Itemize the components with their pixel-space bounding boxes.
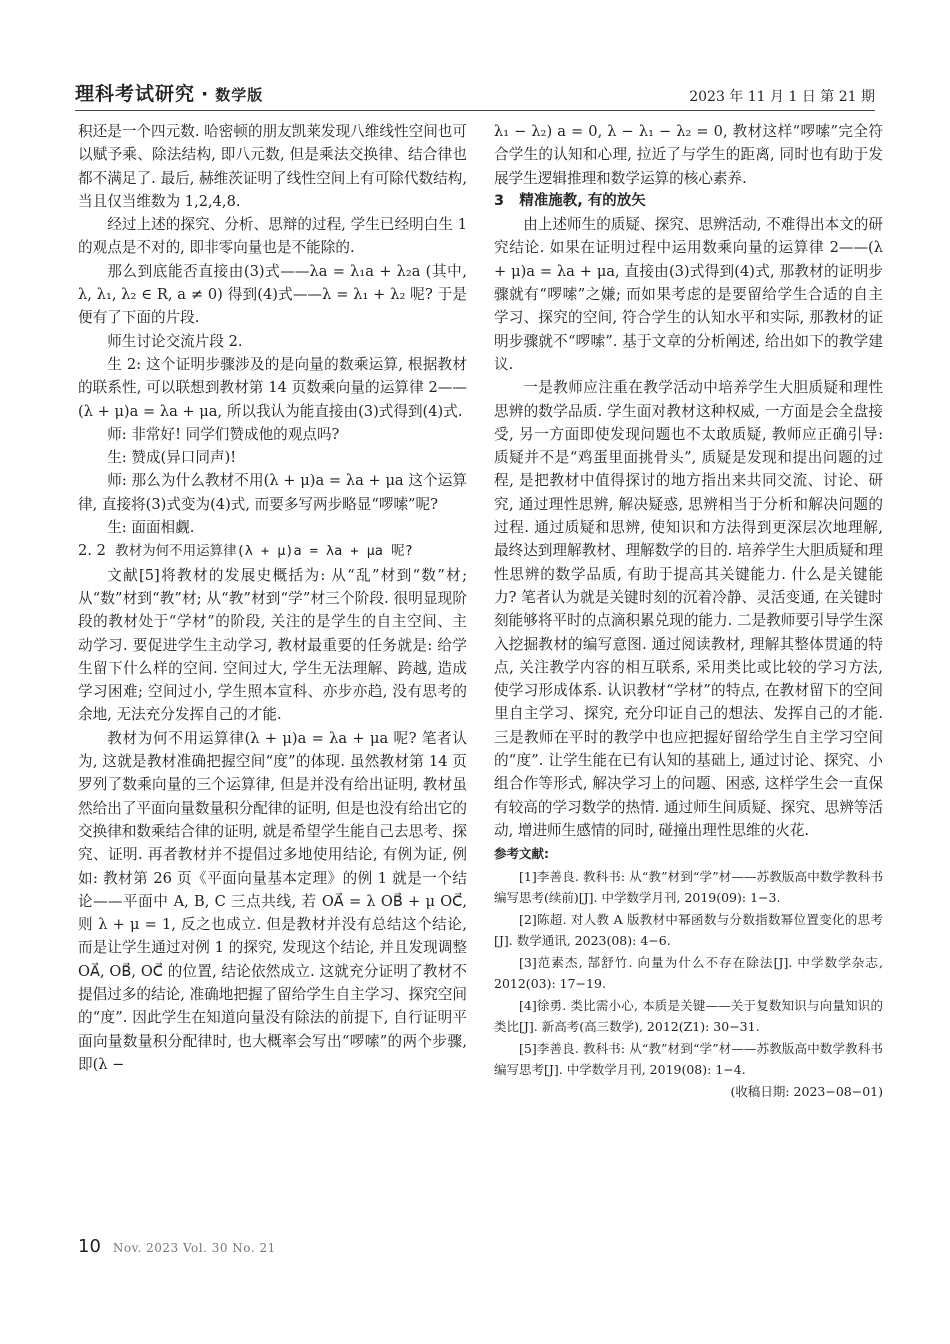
journal-title: 理科考试研究 [75,83,196,105]
journal-edition: 数学版 [215,86,264,104]
paragraph: 教材为何不用运算律(λ + μ)a = λa + μa 呢? 笔者认为, 这就是教材准确把握空间“度”的体现. 虽然教材第 14 页罗列了数乘向量的三个运算律, 但是并没有给出证明, 教材虽然给出了平面向量数量积分配律的证明, 但是也没有给出它的交换律和数乘结合律的证明, 就是希望学生能自己去思考、探究、证明. 再者教材并不提倡过多地使用结论, 有例为证, 例如: 教材第 26 页《平面向量基本定理》的例 1 就是一个结论——平面中 A, B, C 三点共线, 若 OA⃗ = λ OB⃗ + μ OC⃗, 则 λ + μ = 1, 反之也成立. 但是教材并没有总结这个结论, 而是让学生通过对例 1 的探究, 发现这个结论, 并且发现调整 OA⃗, OB⃗, OC⃗ 的位置, 结论依然成立. 这就充分证明了教材不提倡过多的结论, 准确地把握了留给学生自主学习、探究空间的“度”. 因此学生在知道向量没有除法的前提下, 自行证明平面向量数量积分配律时, 也大概率会写出“啰嗦”的两个步骤, 即(λ − [78,729,467,1073]
header-divider [75,110,875,111]
reference-item: [3]范素杰, 郜舒竹. 向量为什么不存在除法[J]. 中学数学杂志, 2012(03): 17−19. [494,954,883,991]
journal-name [75,79,263,106]
references-title: 参考文献: [494,846,549,862]
page-footer [78,1236,276,1257]
paragraph: 一是教师应注重在教学活动中培养学生大胆质疑和理性思辨的数学品质. 学生面对教材这种权威, 一方面是会全盘接受, 另一方面即使发现问题也不太敢质疑, 教师应正确引导: 质疑并不是“鸡蛋里面挑骨头”, 质疑是发现和提出问题的过程, 是把教材中值得探讨的地方指出来共同交流、讨论、研究, 通过理性思辨, 解决疑惑, 思辨相当于分析和解决问题的过程. 通过质疑和思辨, 使知识和方法得到更深层次地理解, 最终达到理解教材、理解数学的目的. 培养学生大胆质疑和理性思辨的数学品质, 有助于提高其关键能力. 什么是关键能力? 笔者认为就是关键时刻的沉着冷静、灵活变通, 在关键时刻能够将平时的点滴积累兑现的能力. 二是教师要引导学生深入挖掘教材的编写意图. 通过阅读教材, 理解其整体贯通的特点, 关注教学内容的相互联系, 采用类比或比较的学习方法, 使学习形成体系. 认识教材“学材”的特点, 在教材留下的空间里自主学习、探究, 充分印证自己的想法、发挥自己的才能. 三是教师在平时的教学中也应把握好留给学生自主学习空间的“度”. 让学生能在已有认知的基础上, 通过讨论、探究、小组合作等形式, 解决学习上的问题、困惑, 这样学生会一直保有较高的学习数学的热情. 通过师生间质疑、探究、思辨等活动, 增进师生感情的同时, 碰撞出理性思维的火花. [494,379,883,839]
reference-item: [5]李善良. 教科书: 从“教”材到“学”材——苏教版高中数学教科书编写思考[J]. 中学数学月刊, 2019(08): 1−4. [494,1040,883,1077]
paragraph: λ₁ − λ₂) a = 0, λ − λ₁ − λ₂ = 0, 教材这样“啰嗦”完全符合学生的认知和心理, 拉近了与学生的距离, 同时也有助于发展学生逻辑推理和数学运算的核心素养. [494,123,883,187]
paragraph: 由上述师生的质疑、探究、思辨活动, 不难得出本文的研究结论. 如果在证明过程中运用数乘向量的运算律 2——(λ + μ)a = λa + μa, 直接由(3)式得到(4)式, 那教材的证明步骤就有“啰嗦”之嫌; 而如果考虑的是要留给学生合适的自主学习、探究的空间, 符合学生的认知水平和实际, 那教材的证明步骤就不“啰嗦”. 基于文章的分析阐述, 给出如下的教学建议. [494,216,883,373]
left-column [78,120,467,1076]
issue-info: 2023 年 11 月 1 日 第 21 期 [689,89,875,105]
right-column [494,120,883,1102]
reference-item: [1]李善良. 教科书: 从“教”材到“学”材——苏教版高中数学教科书编写思考(续前)[J]. 中学数学月刊, 2019(09): 1−3. [494,868,883,905]
subsection-title: 教材为何不用运算律(λ + μ)a = λa + μa 呢? [115,543,413,560]
dialogue-heading: 师生讨论交流片段 2. [107,332,243,350]
subsection-number: 2. 2 [78,542,106,560]
reference-item: [2]陈超. 对人教 A 版教材中幂函数与分数指数幂位置变化的思考[J]. 数学通讯, 2023(08): 4−6. [494,911,883,948]
paragraph: 积还是一个四元数. 哈密顿的朋友凯莱发现八维线性空间也可以赋予乘、除法结构, 即八元数, 但是乘法交换律、结合律也都不满足了. 最后, 赫维茨证明了线性空间上有可除代数结构, 当且仅当维数为 1,2,4,8. [78,123,467,210]
dialogue-line: 师: 非常好! 同学们赞成他的观点吗? [107,425,340,443]
paragraph: 文献[5]将教材的发展史概括为: 从“乱”材到“数”材; 从“数”材到“教”材; 从“教”材到“学”材三个阶段. 很明显现阶段的教材处于“学材”的阶段, 关注的是学生的自主空间、主动学习. 要促进学生主动学习, 教材最重要的任务就是: 给学生留下什么样的空间. 空间过大, 学生无法理解、跨越, 造成学习困难; 空间过小, 学生照本宣科、亦步亦趋, 没有思考的余地, 无法充分发挥自己的才能. [78,566,467,724]
received-date: (收稿日期: 2023−08−01) [730,1083,883,1099]
page-header [75,76,875,106]
dialogue-line: 生: 面面相觑. [107,519,195,537]
paragraph: 那么到底能否直接由(3)式——λa = λ₁a + λ₂a (其中, λ, λ₁, λ₂ ∈ R, a ≠ 0) 得到(4)式——λ = λ₁ + λ₂ 呢? 于是便有了下面的片段. [78,262,467,327]
reference-item: [4]徐勇. 类比需小心, 本质是关键——关于复数知识与向量知识的类比[J]. 新高考(高三数学), 2012(Z1): 30−31. [494,997,883,1034]
section-heading [494,190,883,213]
section-number: 3 [494,192,505,209]
subsection-heading [78,539,467,563]
paragraph: 经过上述的探究、分析、思辩的过程, 学生已经明白生 1 的观点是不对的, 即非零向量也是不能除的. [78,216,467,257]
section-title: 精准施教, 有的放矢 [519,192,646,209]
dialogue-line: 生: 赞成(异口同声)! [107,449,237,467]
title-separator: · [201,83,210,105]
page-number: 10 [78,1236,101,1257]
dialogue-line: 生 2: 这个证明步骤涉及的是向量的数乘运算, 根据教材的联系性, 可以联想到教材第 14 页数乘向量的运算律 2——(λ + μ)a = λa + μa, 所以我认为能直接由(3)式得到(4)式. [78,355,467,420]
dialogue-line: 师: 那么为什么教材不用(λ + μ)a = λa + μa 这个运算律, 直接将(3)式变为(4)式, 而要多写两步略显“啰嗦”呢? [78,472,467,513]
issue-meta: Nov. 2023 Vol. 30 No. 21 [112,1241,276,1255]
